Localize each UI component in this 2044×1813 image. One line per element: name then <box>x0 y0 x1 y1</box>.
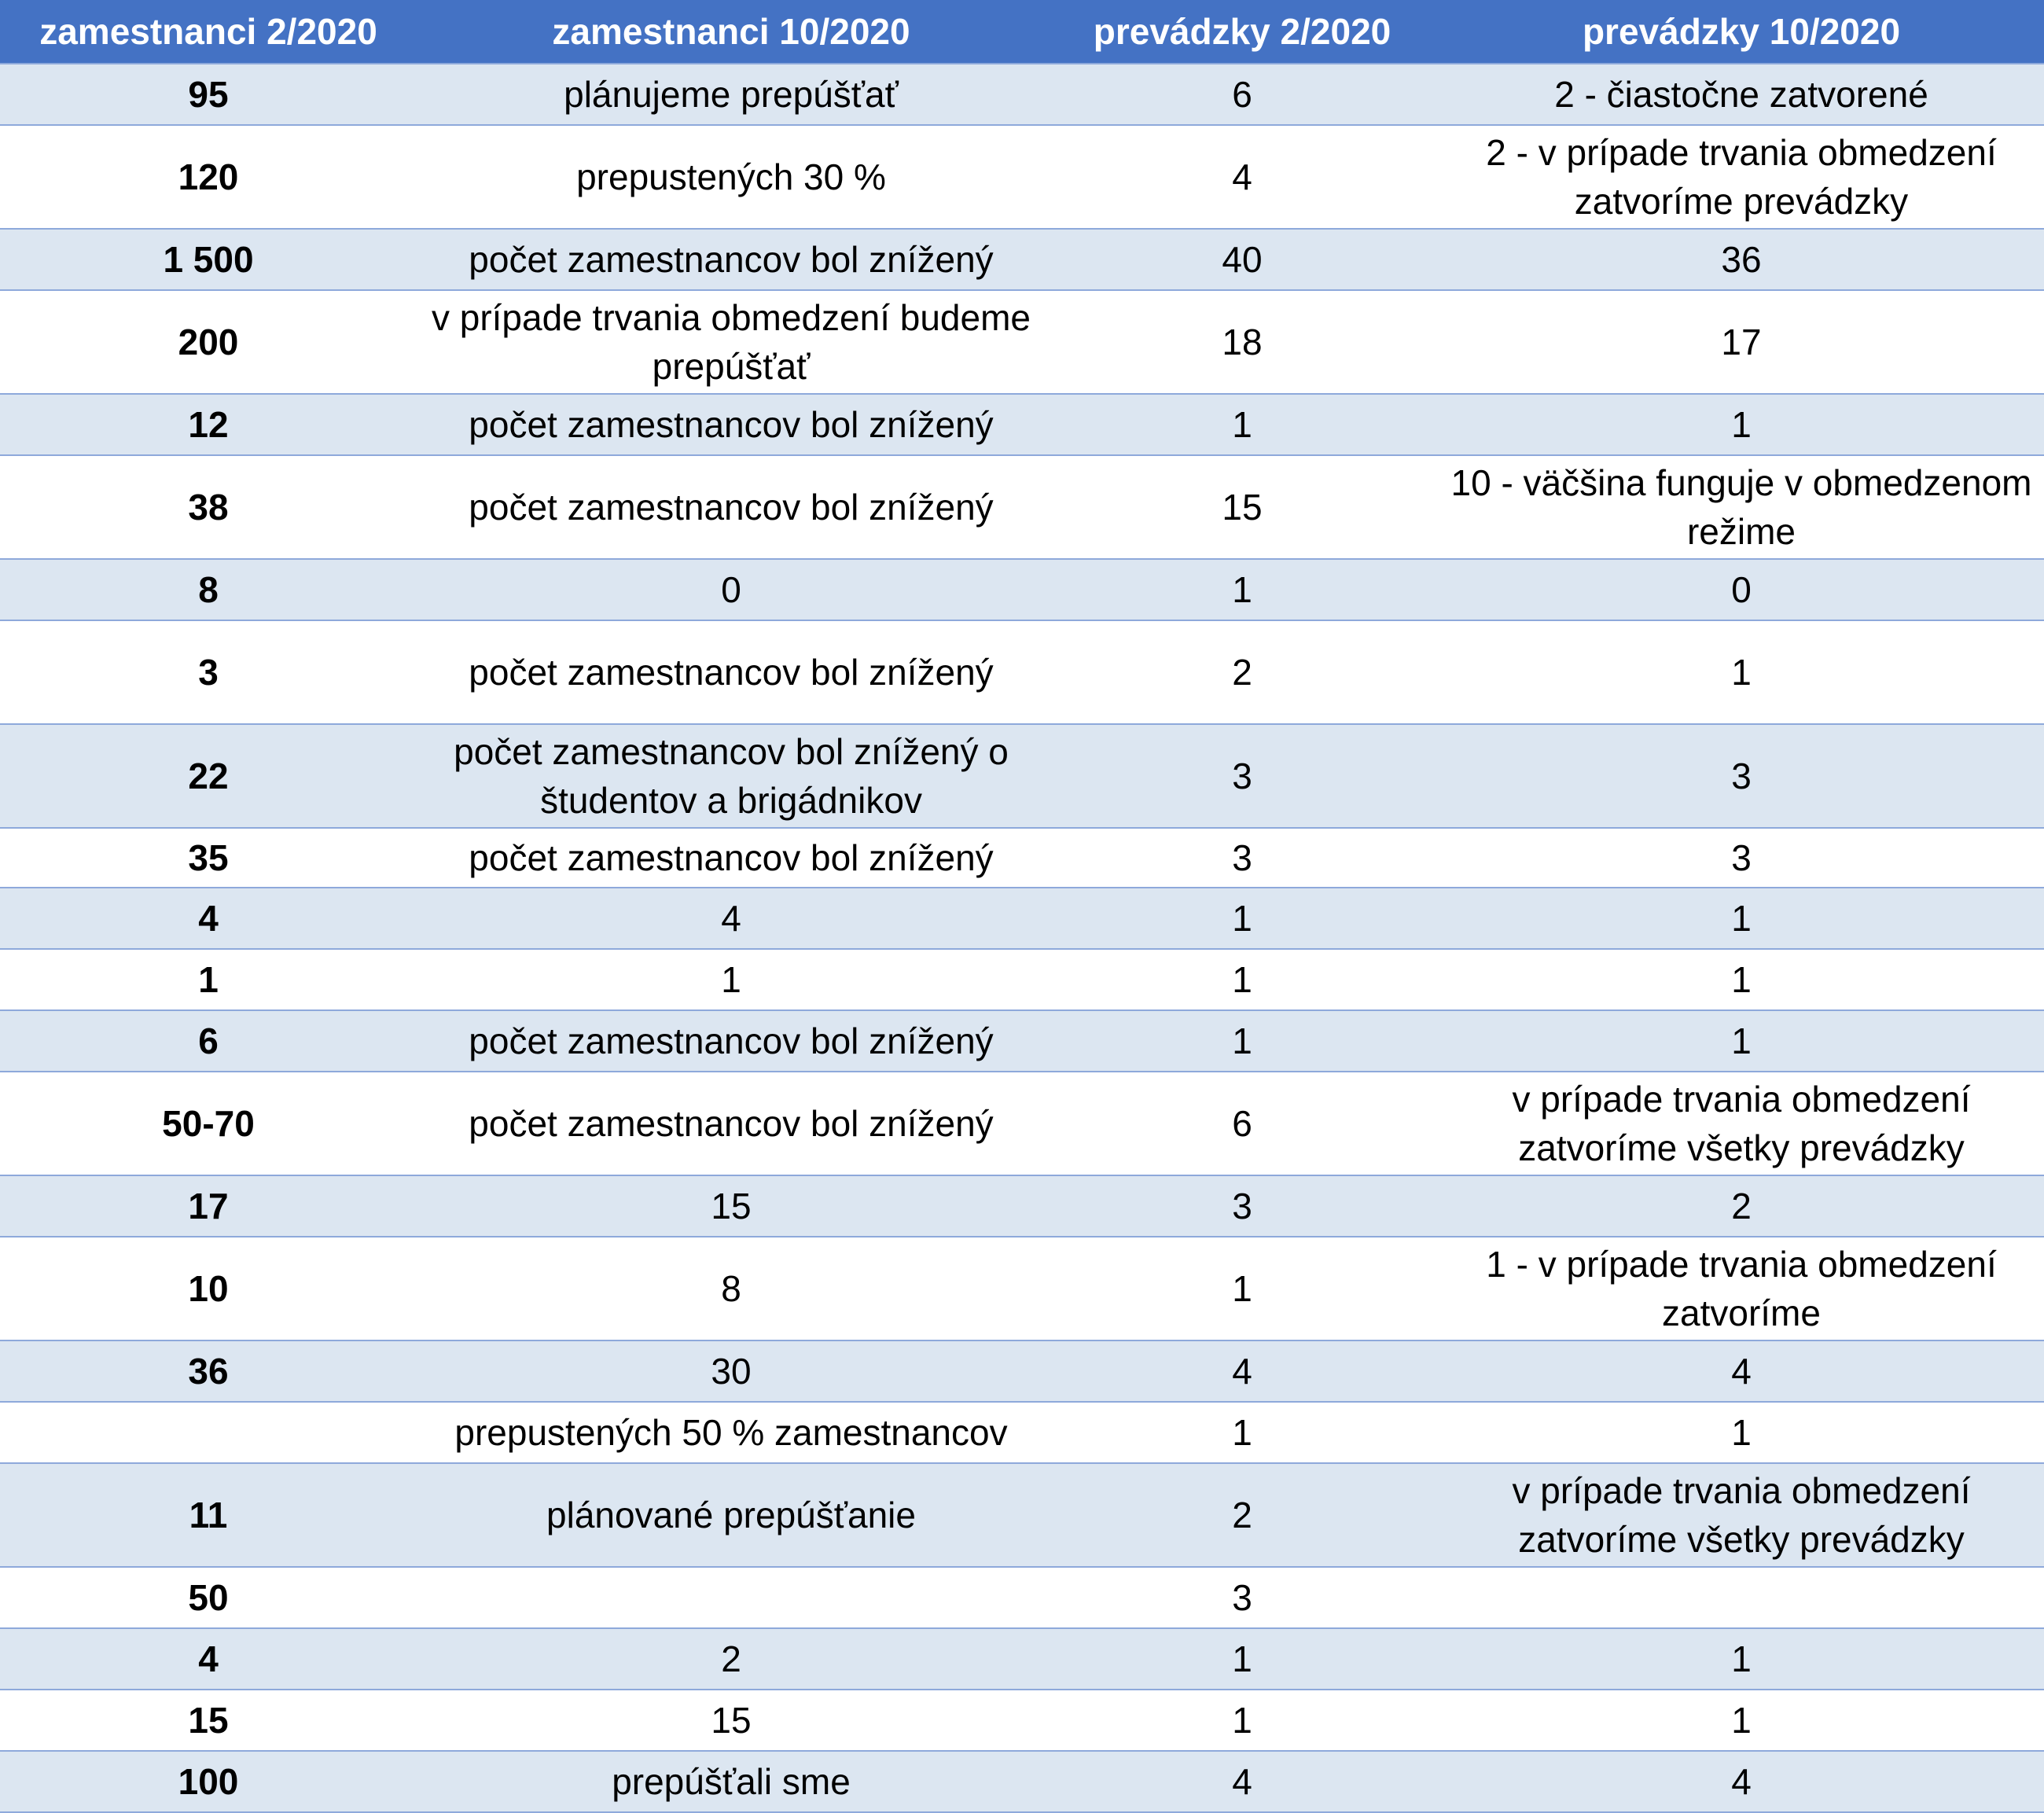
employees-feb-cell: 6 <box>0 1010 417 1072</box>
table-row <box>0 620 2044 724</box>
premises-oct-cell: 2 - čiastočne zatvorené <box>1439 64 2044 125</box>
premises-oct-cell: 3 <box>1439 724 2044 828</box>
premises-oct-cell: 4 <box>1439 1751 2044 1812</box>
table-row <box>0 1237 2044 1340</box>
premises-oct-cell: 1 <box>1439 949 2044 1010</box>
table-row <box>0 1072 2044 1175</box>
employees-feb-cell: 100 <box>0 1751 417 1812</box>
employees-feb-cell: 11 <box>0 1463 417 1567</box>
header-row <box>0 0 2044 64</box>
employees-feb-cell: 1 <box>0 949 417 1010</box>
employees-feb-cell: 1 500 <box>0 229 417 290</box>
table-row <box>0 290 2044 394</box>
premises-oct-cell: 17 <box>1439 290 2044 394</box>
employees-oct-cell: počet zamestnancov bol znížený <box>417 229 1046 290</box>
premises-oct-cell: v prípade trvania obmedzení zatvoríme všetky prevádzky <box>1439 1072 2044 1175</box>
premises-oct-cell: 1 <box>1439 394 2044 455</box>
premises-feb-cell: 1 <box>1046 888 1439 949</box>
employees-feb-cell: 50-70 <box>0 1072 417 1175</box>
premises-oct-cell: 1 - v prípade trvania obmedzení zatvoríme <box>1439 1237 2044 1340</box>
employees-feb-cell <box>0 1402 417 1463</box>
table-row <box>0 1010 2044 1072</box>
table-row <box>0 1628 2044 1690</box>
employees-feb-cell: 50 <box>0 1567 417 1628</box>
premises-feb-cell: 2 <box>1046 1463 1439 1567</box>
table-row <box>0 1402 2044 1463</box>
premises-oct-cell: v prípade trvania obmedzení zatvoríme všetky prevádzky <box>1439 1463 2044 1567</box>
premises-oct-cell: 3 <box>1439 828 2044 888</box>
employees-oct-cell: 2 <box>417 1628 1046 1690</box>
premises-feb-cell: 2 <box>1046 620 1439 724</box>
premises-oct-cell: 2 <box>1439 1175 2044 1237</box>
employees-oct-cell: 15 <box>417 1690 1046 1751</box>
employees-feb-cell: 10 <box>0 1237 417 1340</box>
employees-oct-cell: v prípade trvania obmedzení budeme prepúšťať <box>417 290 1046 394</box>
premises-feb-cell: 4 <box>1046 1751 1439 1812</box>
premises-oct-cell: 10 - väčšina funguje v obmedzenom režime <box>1439 455 2044 559</box>
employees-oct-cell: 0 <box>417 559 1046 620</box>
premises-feb-cell: 3 <box>1046 724 1439 828</box>
table-row <box>0 229 2044 290</box>
premises-feb-cell: 1 <box>1046 1402 1439 1463</box>
header-employees-feb: zamestnanci 2/2020 <box>0 0 417 64</box>
employees-feb-cell: 15 <box>0 1690 417 1751</box>
header-premises-oct: prevádzky 10/2020 <box>1439 0 2044 64</box>
table-row <box>0 1690 2044 1751</box>
premises-feb-cell: 4 <box>1046 1340 1439 1402</box>
premises-feb-cell: 1 <box>1046 1010 1439 1072</box>
table-row <box>0 1463 2044 1567</box>
employees-oct-cell: 4 <box>417 888 1046 949</box>
table-row <box>0 888 2044 949</box>
employees-feb-cell: 200 <box>0 290 417 394</box>
premises-oct-cell: 1 <box>1439 620 2044 724</box>
premises-oct-cell: 1 <box>1439 1628 2044 1690</box>
employees-oct-cell: počet zamestnancov bol znížený <box>417 1072 1046 1175</box>
employees-feb-cell: 120 <box>0 125 417 229</box>
employees-oct-cell: počet zamestnancov bol znížený o študentov a brigádnikov <box>417 724 1046 828</box>
premises-oct-cell: 0 <box>1439 559 2044 620</box>
employees-feb-cell: 38 <box>0 455 417 559</box>
premises-feb-cell: 4 <box>1046 125 1439 229</box>
employees-oct-cell: plánované prepúšťanie <box>417 1463 1046 1567</box>
premises-feb-cell: 3 <box>1046 828 1439 888</box>
employees-oct-cell: prepúšťali sme <box>417 1751 1046 1812</box>
table-row <box>0 455 2044 559</box>
premises-oct-cell: 1 <box>1439 1010 2044 1072</box>
premises-feb-cell: 40 <box>1046 229 1439 290</box>
employees-oct-cell: počet zamestnancov bol znížený <box>417 1010 1046 1072</box>
employees-feb-cell: 4 <box>0 1628 417 1690</box>
employees-oct-cell: plánujeme prepúšťať <box>417 64 1046 125</box>
premises-feb-cell: 18 <box>1046 290 1439 394</box>
employees-feb-cell: 22 <box>0 724 417 828</box>
employees-feb-cell: 12 <box>0 394 417 455</box>
premises-oct-cell: 2 - v prípade trvania obmedzení zatvoríme prevádzky <box>1439 125 2044 229</box>
employees-oct-cell: prepustených 50 % zamestnancov <box>417 1402 1046 1463</box>
premises-feb-cell: 6 <box>1046 1072 1439 1175</box>
premises-feb-cell: 3 <box>1046 1175 1439 1237</box>
employees-oct-cell: 1 <box>417 949 1046 1010</box>
employees-oct-cell <box>417 1567 1046 1628</box>
premises-feb-cell: 1 <box>1046 1237 1439 1340</box>
header-premises-feb: prevádzky 2/2020 <box>1046 0 1439 64</box>
premises-feb-cell: 1 <box>1046 394 1439 455</box>
employees-oct-cell: počet zamestnancov bol znížený <box>417 455 1046 559</box>
table-row <box>0 125 2044 229</box>
premises-oct-cell: 36 <box>1439 229 2044 290</box>
employees-oct-cell: prepustených 30 % <box>417 125 1046 229</box>
employees-feb-cell: 35 <box>0 828 417 888</box>
table-row <box>0 1751 2044 1812</box>
employees-feb-cell: 4 <box>0 888 417 949</box>
premises-feb-cell: 3 <box>1046 1567 1439 1628</box>
premises-feb-cell: 1 <box>1046 1628 1439 1690</box>
table-row <box>0 724 2044 828</box>
premises-feb-cell: 15 <box>1046 455 1439 559</box>
employees-feb-cell: 8 <box>0 559 417 620</box>
premises-oct-cell <box>1439 1567 2044 1628</box>
table-body <box>0 64 2044 1812</box>
table-row <box>0 559 2044 620</box>
premises-feb-cell: 1 <box>1046 559 1439 620</box>
employees-oct-cell: 30 <box>417 1340 1046 1402</box>
premises-oct-cell: 1 <box>1439 1402 2044 1463</box>
premises-oct-cell: 1 <box>1439 888 2044 949</box>
employees-feb-cell: 95 <box>0 64 417 125</box>
employees-feb-cell: 17 <box>0 1175 417 1237</box>
employees-feb-cell: 3 <box>0 620 417 724</box>
employees-oct-cell: 8 <box>417 1237 1046 1340</box>
table-row <box>0 1567 2044 1628</box>
employees-feb-cell: 36 <box>0 1340 417 1402</box>
employees-oct-cell: 15 <box>417 1175 1046 1237</box>
premises-feb-cell: 1 <box>1046 1690 1439 1751</box>
table-row <box>0 64 2044 125</box>
table-row <box>0 1340 2044 1402</box>
table-header <box>0 0 2044 64</box>
premises-oct-cell: 1 <box>1439 1690 2044 1751</box>
table-row <box>0 394 2044 455</box>
table-row <box>0 1175 2044 1237</box>
table-row <box>0 828 2044 888</box>
premises-feb-cell: 1 <box>1046 949 1439 1010</box>
premises-oct-cell: 4 <box>1439 1340 2044 1402</box>
header-employees-oct: zamestnanci 10/2020 <box>417 0 1046 64</box>
premises-feb-cell: 6 <box>1046 64 1439 125</box>
employees-oct-cell: počet zamestnancov bol znížený <box>417 620 1046 724</box>
employees-oct-cell: počet zamestnancov bol znížený <box>417 394 1046 455</box>
table-row <box>0 949 2044 1010</box>
employees-oct-cell: počet zamestnancov bol znížený <box>417 828 1046 888</box>
